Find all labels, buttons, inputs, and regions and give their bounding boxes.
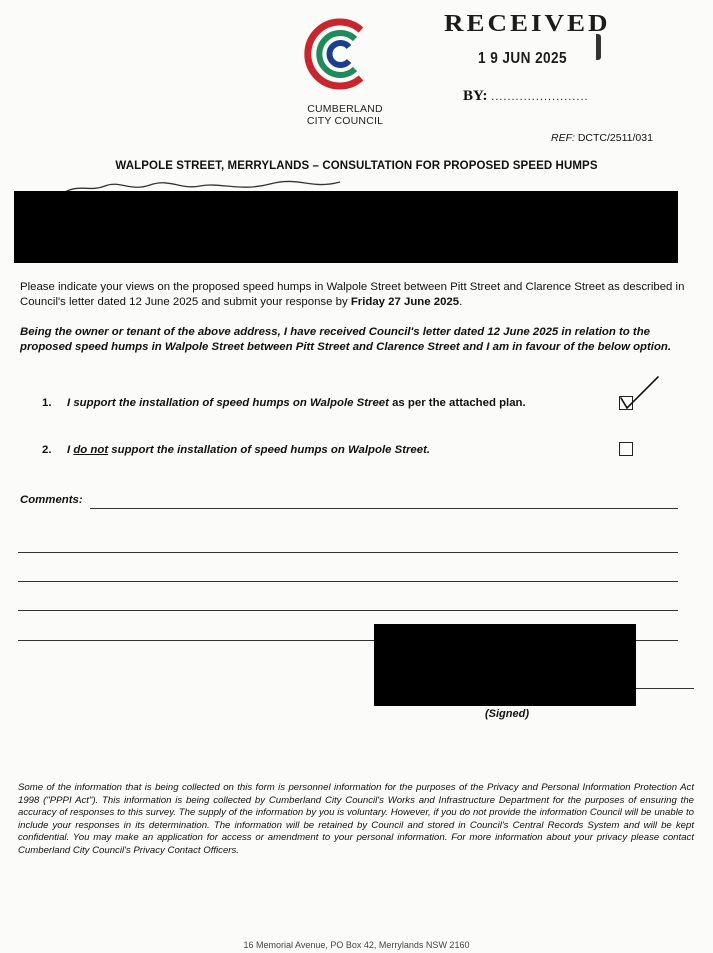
- ref-label: REF:: [551, 132, 575, 144]
- document-title: WALPOLE STREET, MERRYLANDS – CONSULTATION FOR PROPOSED SPEED HUMPS: [115, 160, 598, 172]
- comments-line-4[interactable]: [18, 610, 678, 611]
- declaration-paragraph: Being the owner or tenant of the above address, I have received Council's letter dated 12 June 2025 in relation to the proposed speed humps in Walpole Street between Pitt Street and Clarence Street and I am in favour of the below option.: [20, 326, 672, 353]
- option-2-post: support the installation of speed humps on Walpole Street.: [108, 444, 431, 456]
- instructions-end: .: [459, 296, 463, 308]
- redacted-address-block: [14, 191, 678, 263]
- option-1-number: 1.: [42, 397, 52, 409]
- option-2-pre: I: [67, 444, 74, 456]
- redacted-signature-block: [374, 624, 636, 706]
- received-by-label: BY:: [463, 88, 488, 104]
- received-stamp-date: 1 9 JUN 2025: [478, 50, 568, 67]
- option-2-checkbox[interactable]: [619, 442, 633, 456]
- option-2: [42, 444, 430, 456]
- privacy-notice: Some of the information that is being collected on this form is personnel information for the purposes of the Privacy and Personal Information Protection Act 1998 ("PPPI Act"). This information is being collected by Cumberland City Council's Works and Infrastructure Department for the purposes of ensuring the accuracy of responses to this survey. The supply of the information by you is voluntary. However, if you do not provide the information Council will be unable to include your responses in its determination. The information will be retained by Council and stored in Council's Central Records System and will be kept confidential. You may make an application for access or amendment to your personal information. For more information about your privacy please contact Cumberland City Council's Privacy Contact Officers.: [18, 782, 694, 856]
- ref-value: DCTC/2511/031: [577, 132, 653, 144]
- option-2-number: 2.: [42, 444, 52, 456]
- received-stamp-text: RECEIVED: [444, 9, 611, 37]
- deadline-date: Friday 27 June 2025: [350, 296, 460, 308]
- checkmark-icon: [612, 375, 660, 413]
- reference-number: [551, 132, 653, 144]
- received-by: [463, 88, 589, 105]
- comments-line-1[interactable]: [90, 508, 678, 509]
- stamp-bracket-mark: [590, 34, 601, 60]
- cumberland-c-logo-icon: [303, 14, 379, 94]
- council-name-line2: CITY COUNCIL: [306, 115, 384, 127]
- instructions-paragraph: [20, 280, 696, 310]
- option-2-underlined: do not: [73, 444, 109, 456]
- received-by-dots: ........................: [491, 91, 589, 103]
- option-1: [42, 397, 526, 409]
- option-1-italic: I support the installation of speed humps on Walpole Street: [67, 397, 389, 409]
- comments-line-3[interactable]: [18, 581, 678, 582]
- received-stamp: [440, 8, 610, 80]
- comments-line-2[interactable]: [18, 552, 678, 553]
- option-1-plain: as per the attached plan.: [388, 397, 526, 409]
- council-name: [290, 103, 400, 127]
- signed-label: (Signed): [485, 708, 529, 720]
- footer-address: 16 Memorial Avenue, PO Box 42, Merrylands NSW 2160: [243, 940, 470, 950]
- comments-label: Comments:: [20, 494, 83, 506]
- instructions-text: Please indicate your views on the proposed speed humps in Walpole Street between Pitt Street and Clarence Street as described in Council's letter dated 12 June 2025 and submit your response by: [20, 281, 685, 308]
- council-name-line1: CUMBERLAND: [307, 103, 383, 115]
